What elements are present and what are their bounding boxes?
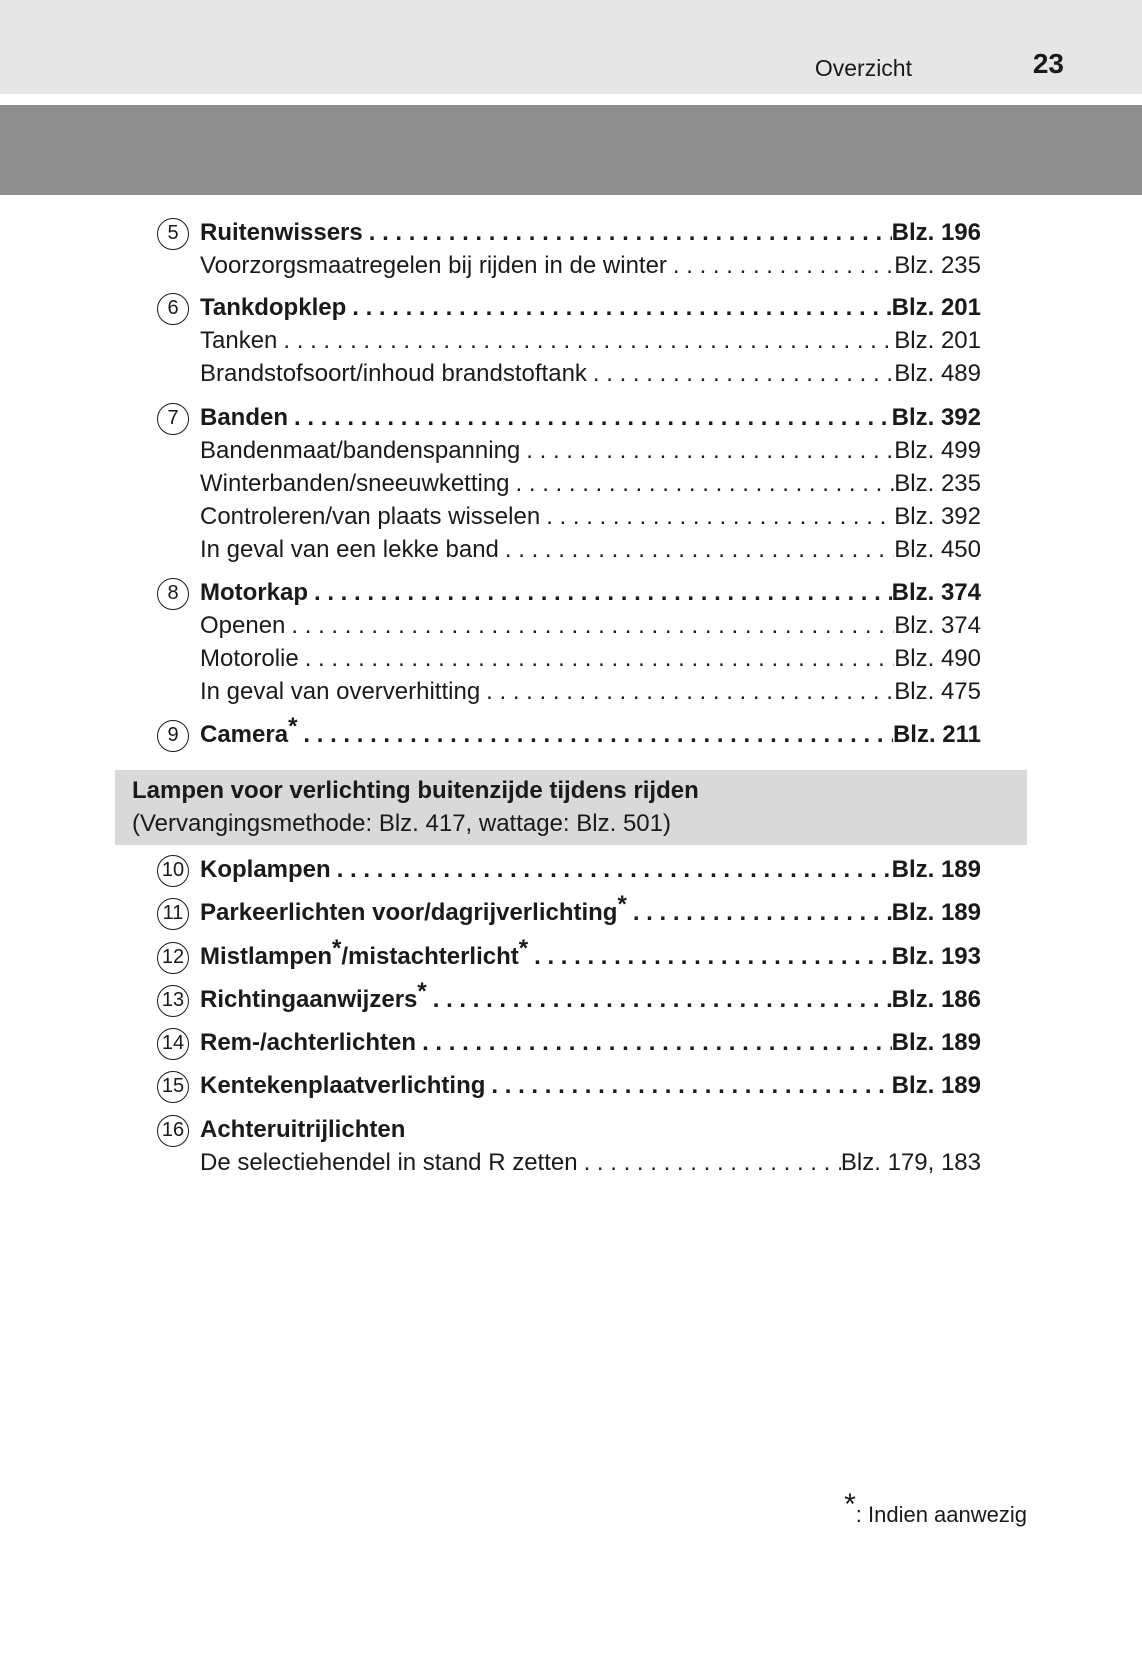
lamps-section-box bbox=[115, 770, 1027, 845]
entry-page: Blz. 189 bbox=[891, 1029, 981, 1056]
subentry-page: Blz. 450 bbox=[894, 536, 981, 563]
subentry-page: Blz. 499 bbox=[894, 437, 981, 464]
subentry-label: In geval van een lekke band bbox=[200, 536, 499, 563]
entry-page: Blz. 189 bbox=[891, 899, 981, 926]
entry-title: Motorkap bbox=[200, 579, 308, 606]
index-subentry bbox=[200, 534, 981, 566]
subentry-label: Bandenmaat/bandenspanning bbox=[200, 437, 521, 464]
entry-title: Kentekenplaatverlichting bbox=[200, 1072, 486, 1099]
index-subentry bbox=[200, 358, 981, 390]
entry-title: Camera* bbox=[200, 713, 298, 748]
entry-title: Koplampen bbox=[200, 856, 331, 883]
subentry-label: Brandstofsoort/inhoud brandstoftank bbox=[200, 360, 587, 387]
entry-page: Blz. 374 bbox=[891, 579, 981, 606]
dot-leader bbox=[480, 676, 894, 708]
dot-leader bbox=[346, 292, 891, 324]
dot-leader bbox=[578, 1147, 841, 1179]
entry-title: Achteruitrijlichten bbox=[200, 1116, 406, 1143]
item-number: 16 bbox=[157, 1115, 189, 1147]
item-number: 5 bbox=[157, 218, 189, 250]
entry-title: Tankdopklep bbox=[200, 294, 347, 321]
entry-page: Blz. 392 bbox=[891, 404, 981, 431]
asterisk-mark: * bbox=[332, 935, 342, 962]
index-entry bbox=[200, 402, 981, 434]
dot-leader bbox=[510, 468, 895, 500]
subentry-page: Blz. 179, 183 bbox=[840, 1149, 981, 1176]
lamp-subentry bbox=[200, 1147, 981, 1179]
entry-page: Blz. 186 bbox=[891, 986, 981, 1013]
subentry-label: Tanken bbox=[200, 327, 278, 354]
subentry-page: Blz. 475 bbox=[894, 678, 981, 705]
entry-page: Blz. 196 bbox=[891, 219, 981, 246]
index-entry bbox=[200, 577, 981, 609]
lamps-section-title: Lampen voor verlichting buitenzijde tijdens rijden bbox=[132, 777, 699, 804]
subentry-label: Controleren/van plaats wisselen bbox=[200, 503, 541, 530]
item-number: 7 bbox=[157, 403, 189, 435]
index-subentry bbox=[200, 610, 981, 642]
asterisk-mark: * bbox=[844, 1488, 856, 1521]
entry-title: Parkeerlichten voor/dagrijverlichting* bbox=[200, 891, 627, 926]
asterisk-mark: * bbox=[617, 891, 627, 918]
index-subentry bbox=[200, 250, 981, 282]
dot-leader bbox=[499, 534, 894, 566]
subentry-page: Blz. 490 bbox=[894, 645, 981, 672]
dot-leader bbox=[528, 941, 892, 973]
header-band bbox=[0, 0, 1142, 94]
index-subentry bbox=[200, 676, 981, 708]
entry-page: Blz. 189 bbox=[891, 1072, 981, 1099]
entry-page: Blz. 193 bbox=[891, 943, 981, 970]
subentry-page: Blz. 235 bbox=[894, 470, 981, 497]
dot-leader bbox=[363, 217, 892, 249]
lamp-entry bbox=[200, 935, 981, 973]
dot-leader bbox=[285, 610, 894, 642]
item-number: 10 bbox=[157, 855, 189, 887]
item-number: 6 bbox=[157, 293, 189, 325]
item-number: 12 bbox=[157, 942, 189, 974]
item-number: 14 bbox=[157, 1028, 189, 1060]
index-subentry bbox=[200, 643, 981, 675]
dot-leader bbox=[308, 577, 892, 609]
index-subentry bbox=[200, 325, 981, 357]
dot-leader bbox=[587, 358, 894, 390]
section-band bbox=[0, 105, 1142, 195]
asterisk-mark: * bbox=[518, 935, 529, 962]
item-number: 11 bbox=[157, 898, 189, 930]
dot-leader bbox=[331, 854, 892, 886]
subentry-page: Blz. 489 bbox=[894, 360, 981, 387]
index-entry bbox=[200, 292, 981, 324]
lamp-entry bbox=[200, 1114, 981, 1146]
section-label: Overzicht bbox=[814, 55, 912, 81]
entry-title: Richtingaanwijzers* bbox=[200, 978, 427, 1013]
dot-leader bbox=[485, 1070, 891, 1102]
entry-page: Blz. 211 bbox=[892, 721, 981, 748]
item-number: 8 bbox=[157, 578, 189, 610]
dot-leader bbox=[297, 719, 893, 751]
index-entry bbox=[200, 217, 981, 249]
dot-leader bbox=[277, 325, 894, 357]
asterisk-mark: * bbox=[417, 978, 427, 1005]
subentry-label: Motorolie bbox=[200, 645, 299, 672]
dot-leader bbox=[540, 501, 894, 533]
footnote-text: : Indien aanwezig bbox=[855, 1502, 1027, 1527]
entry-page: Blz. 189 bbox=[891, 856, 981, 883]
lamp-entry bbox=[200, 891, 981, 929]
entry-title: Mistlampen*/mistachterlicht* bbox=[200, 935, 529, 970]
subentry-page: Blz. 201 bbox=[894, 327, 981, 354]
lamps-section-subtitle: (Vervangingsmethode: Blz. 417, wattage: Blz. 501) bbox=[132, 810, 671, 837]
entry-title: Banden bbox=[200, 404, 289, 431]
dot-leader bbox=[299, 643, 895, 675]
dot-leader bbox=[667, 250, 894, 282]
subentry-label: Openen bbox=[200, 612, 286, 639]
subentry-label: Voorzorgsmaatregelen bij rijden in de winter bbox=[200, 252, 667, 279]
subentry-label: De selectiehendel in stand R zetten bbox=[200, 1149, 578, 1176]
lamp-entry bbox=[200, 1027, 981, 1059]
item-number: 15 bbox=[157, 1071, 189, 1103]
dot-leader bbox=[416, 1027, 892, 1059]
dot-leader bbox=[288, 402, 892, 434]
index-subentry bbox=[200, 501, 981, 533]
index-subentry bbox=[200, 435, 981, 467]
lamp-entry bbox=[200, 854, 981, 886]
item-number: 13 bbox=[157, 985, 189, 1017]
index-subentry bbox=[200, 468, 981, 500]
subentry-label: In geval van oververhitting bbox=[200, 678, 481, 705]
item-number: 9 bbox=[157, 720, 189, 752]
subentry-page: Blz. 235 bbox=[894, 252, 981, 279]
subentry-page: Blz. 392 bbox=[894, 503, 981, 530]
index-entry bbox=[200, 713, 981, 751]
footnote bbox=[844, 1488, 1027, 1530]
page-number: 23 bbox=[1032, 48, 1064, 79]
lamp-entry bbox=[200, 1070, 981, 1102]
dot-leader bbox=[627, 897, 892, 929]
entry-title: Rem-/achterlichten bbox=[200, 1029, 417, 1056]
asterisk-mark: * bbox=[288, 713, 298, 740]
dot-leader bbox=[427, 984, 892, 1016]
subentry-page: Blz. 374 bbox=[894, 612, 981, 639]
entry-page: Blz. 201 bbox=[891, 294, 981, 321]
dot-leader bbox=[520, 435, 894, 467]
entry-title: Ruitenwissers bbox=[200, 219, 363, 246]
subentry-label: Winterbanden/sneeuwketting bbox=[200, 470, 510, 497]
lamp-entry bbox=[200, 978, 981, 1016]
